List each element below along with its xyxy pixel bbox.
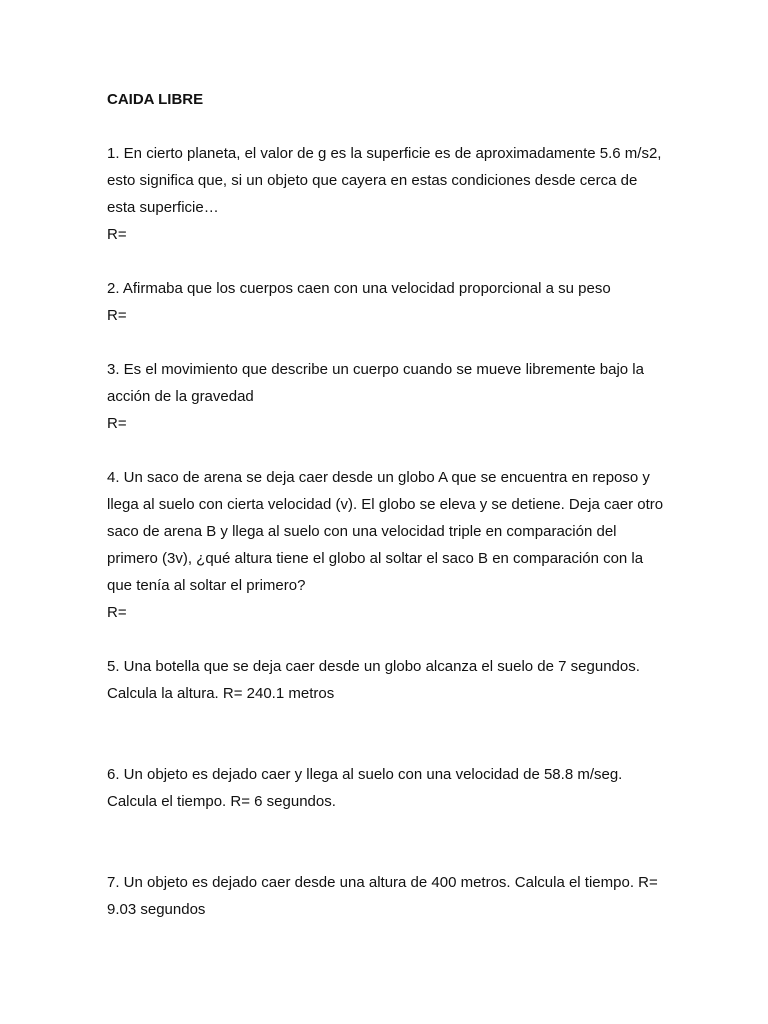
question-3-answer: R= [107, 415, 127, 432]
question-2-text: 2. Afirmaba que los cuerpos caen con una velocidad proporcional a su peso [107, 280, 611, 297]
question-block-5 [107, 653, 667, 707]
question-block-3 [107, 356, 667, 437]
spacer [107, 329, 667, 356]
spacer [107, 437, 667, 464]
spacer [107, 626, 667, 653]
question-block-4 [107, 464, 667, 626]
question-5-text: 5. Una botella que se deja caer desde un globo alcanza el suelo de 7 segundos. Calcula la altura. R= 240.1 metros [107, 658, 640, 702]
document-title: CAIDA LIBRE [107, 91, 204, 108]
question-1-answer: R= [107, 226, 127, 243]
question-1-text: 1. En cierto planeta, el valor de g es la superficie es de aproximadamente 5.6 m/s2, esto significa que, si un objeto que cayera en estas condiciones desde cerca de esta superficie… [107, 145, 662, 216]
question-block-1 [107, 140, 667, 248]
spacer [107, 815, 667, 869]
question-block-7 [107, 869, 667, 923]
spacer [107, 248, 667, 275]
spacer [107, 707, 667, 761]
question-block-2 [107, 275, 667, 329]
question-6-text: 6. Un objeto es dejado caer y llega al suelo con una velocidad de 58.8 m/seg. Calcula el tiempo. R= 6 segundos. [107, 766, 623, 810]
question-3-text: 3. Es el movimiento que describe un cuerpo cuando se mueve libremente bajo la acción de la gravedad [107, 361, 644, 405]
document-page [107, 86, 667, 923]
question-7-text: 7. Un objeto es dejado caer desde una altura de 400 metros. Calcula el tiempo. R= 9.03 segundos [107, 874, 658, 918]
question-4-text: 4. Un saco de arena se deja caer desde un globo A que se encuentra en reposo y llega al suelo con cierta velocidad (v). El globo se eleva y se detiene. Deja caer otro saco de arena B y llega al suelo con una velocidad triple en comparación del primero (3v), ¿qué altura tiene el globo al soltar el saco B en comparación con la que tenía al soltar el primero? [107, 469, 664, 594]
question-4-answer: R= [107, 604, 127, 621]
question-block-6 [107, 761, 667, 815]
question-2-answer: R= [107, 307, 127, 324]
